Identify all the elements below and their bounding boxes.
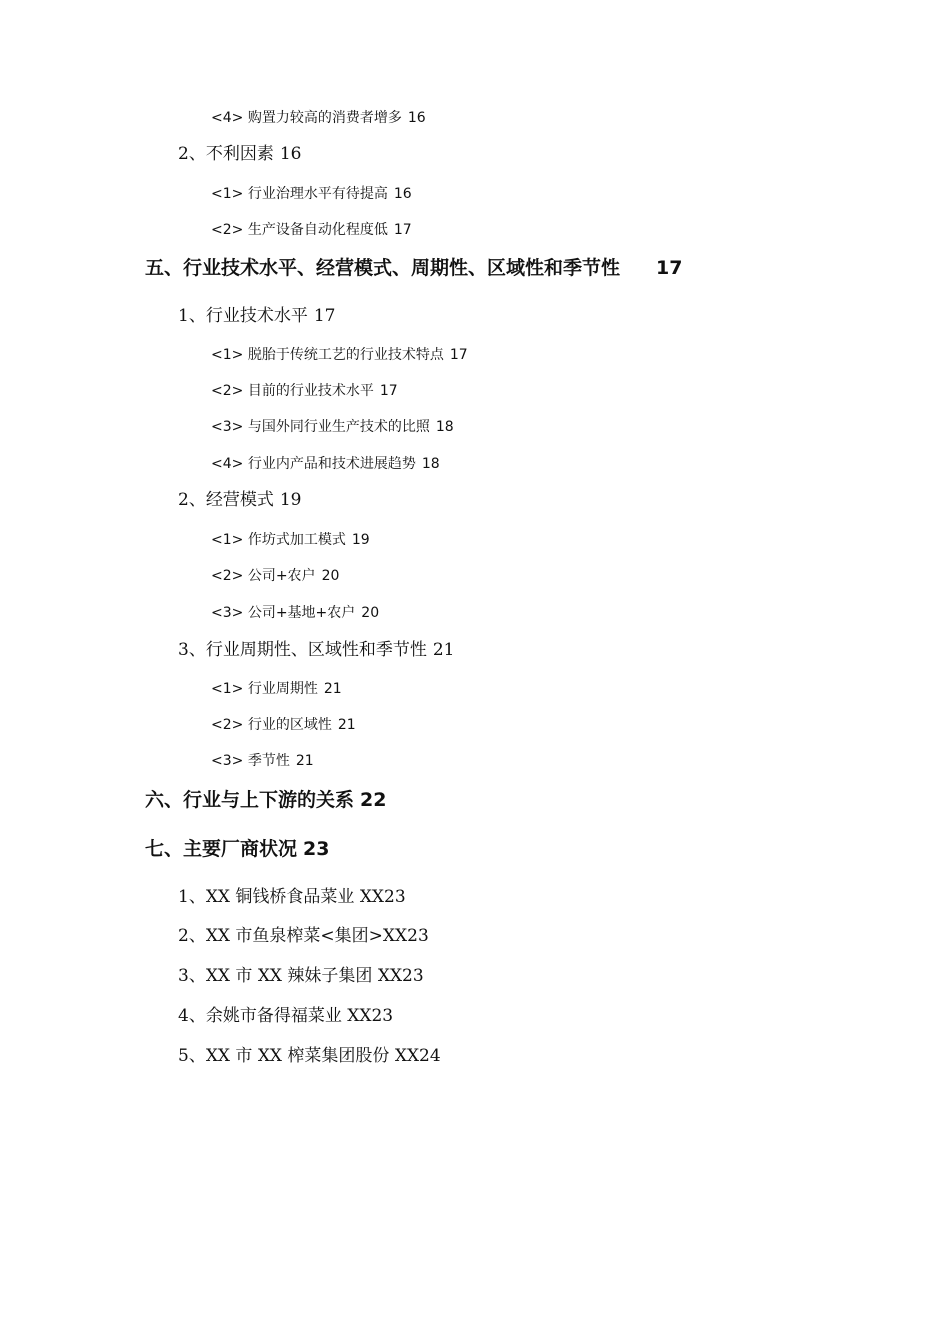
- toc-page-number: 19: [351, 532, 370, 548]
- toc-entry: [211, 348, 468, 362]
- toc-entry-text: 2、不利因素: [178, 144, 274, 164]
- toc-entry: [211, 718, 356, 732]
- toc-entry: [178, 308, 335, 325]
- toc-page-number: 17: [313, 306, 336, 326]
- toc-page-number: 21: [337, 717, 356, 733]
- toc-page-number: 21: [323, 681, 342, 697]
- toc-page-number: 20: [361, 605, 380, 621]
- toc-page-number: 23: [384, 887, 406, 907]
- toc-chapter: [145, 259, 682, 278]
- toc-entry: [178, 1008, 393, 1025]
- toc-entry: [178, 1048, 441, 1065]
- toc-page-number: 21: [295, 753, 314, 769]
- toc-entry: [211, 187, 412, 201]
- toc-entry: [178, 492, 301, 509]
- toc-page-number: 24: [419, 1046, 441, 1066]
- toc-page-number: 16: [393, 186, 412, 202]
- toc-page-number: 20: [321, 568, 340, 584]
- toc-entry: [211, 533, 370, 547]
- toc-entry-text: 4、余姚市备得福菜业 XX: [178, 1006, 372, 1026]
- toc-entry-text: <2> 行业的区域性: [211, 717, 332, 733]
- toc-entry-text: <1> 作坊式加工模式: [211, 532, 346, 548]
- toc-entry-text: 五、行业技术水平、经营模式、周期性、区域性和季节性: [145, 257, 621, 279]
- toc-page-number: 16: [407, 110, 426, 126]
- toc-entry-text: 1、行业技术水平: [178, 306, 308, 326]
- toc-page-number: 19: [279, 490, 302, 510]
- toc-page-number: 23: [371, 1006, 394, 1026]
- toc-entry: [211, 569, 339, 583]
- toc-page-number: 23: [303, 838, 330, 860]
- toc-entry-text: 六、行业与上下游的关系: [145, 789, 355, 811]
- toc-entry: [178, 928, 429, 945]
- toc-page-number: 17: [393, 222, 412, 238]
- toc-page-number: 23: [407, 926, 429, 946]
- toc-entry-text: 3、行业周期性、区域性和季节性: [178, 640, 427, 660]
- toc-entry: [211, 111, 426, 125]
- toc-entry: [211, 606, 379, 620]
- toc-entry-text: <4> 行业内产品和技术进展趋势: [211, 456, 416, 472]
- toc-entry-text: <2> 目前的行业技术水平: [211, 383, 374, 399]
- toc-page-number: 22: [360, 789, 387, 811]
- toc-entry: [211, 384, 398, 398]
- toc-entry: [178, 968, 424, 985]
- toc-entry-text: 七、主要厂商状况: [145, 838, 298, 860]
- toc-entry: [211, 223, 412, 237]
- toc-chapter: [145, 840, 329, 859]
- toc-page-number: 16: [279, 144, 302, 164]
- toc-entry-text: <3> 季节性: [211, 753, 290, 769]
- toc-entry-text: 3、XX 市 XX 辣妹子集团 XX: [178, 966, 403, 986]
- toc-page-number: 17: [449, 347, 468, 363]
- toc-entry-text: 2、经营模式: [178, 490, 274, 510]
- toc-page-number: 18: [421, 456, 440, 472]
- toc-entry: [211, 457, 440, 471]
- toc-entry: [178, 889, 406, 906]
- toc-entry-text: <3> 公司+基地+农户: [211, 605, 356, 621]
- toc-entry: [178, 146, 301, 163]
- toc-entry-text: 5、XX 市 XX 榨菜集团股份 XX: [178, 1046, 420, 1066]
- toc-entry: [178, 642, 454, 659]
- toc-entry-text: <1> 行业周期性: [211, 681, 318, 697]
- toc-entry: [211, 682, 342, 696]
- toc-entry-text: <2> 生产设备自动化程度低: [211, 222, 388, 238]
- toc-page-number: 21: [432, 640, 455, 660]
- toc-entry-text: 1、XX 铜钱桥食品菜业 XX: [178, 887, 385, 907]
- toc-page-number: 17: [379, 383, 398, 399]
- toc-entry-text: <3> 与国外同行业生产技术的比照: [211, 419, 430, 435]
- toc-entry-text: <1> 脱胎于传统工艺的行业技术特点: [211, 347, 444, 363]
- toc-page-number: 17: [656, 257, 683, 279]
- toc-entry: [211, 754, 314, 768]
- toc-entry-text: <1> 行业治理水平有待提高: [211, 186, 388, 202]
- toc-chapter: [145, 791, 386, 810]
- toc-page-number: 23: [402, 966, 424, 986]
- toc-entry-text: <2> 公司+农户: [211, 568, 316, 584]
- toc-entry-text: <4> 购置力较高的消费者增多: [211, 110, 402, 126]
- toc-entry: [211, 420, 454, 434]
- toc-page-number: 18: [435, 419, 454, 435]
- toc-entry-text: 2、XX 市鱼泉榨菜<集团>XX: [178, 926, 408, 946]
